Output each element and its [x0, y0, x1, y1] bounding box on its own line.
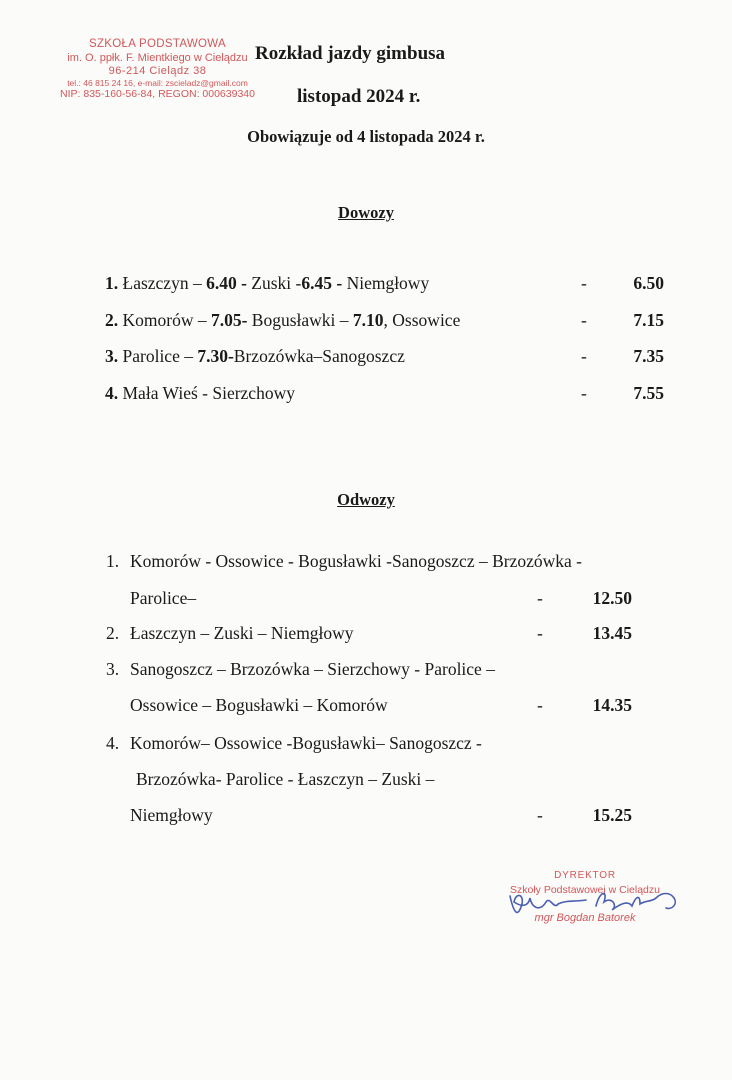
row-dash: -: [537, 623, 543, 643]
dowozy-row: [105, 383, 295, 404]
director-school: Szkoły Podstawowej w Cielądzu: [510, 883, 660, 896]
arrival-time: 7.15: [633, 310, 664, 330]
school-stamp: [50, 38, 265, 100]
odwozy-number: 2.: [106, 623, 120, 643]
departure-time: 13.45: [592, 623, 632, 643]
stamp-line-3: 96-214 Cielądz 38: [108, 64, 207, 77]
odwozy-number: 3.: [106, 659, 120, 679]
route-segment: Bogusławki –: [247, 310, 353, 330]
route-segment: 7.05-: [210, 310, 248, 330]
document-title: Rozkład jazdy gimbusa: [255, 43, 446, 64]
route-segment: Mała Wieś - Sierzchowy: [122, 383, 295, 403]
row-dash: -: [537, 805, 543, 825]
departure-time: 15.25: [592, 805, 632, 825]
row-number: 3.: [105, 346, 119, 366]
odwozy-route-line: Łaszczyn – Zuski – Niemgłowy: [130, 623, 354, 643]
row-dash: -: [581, 346, 587, 366]
stamp-line-5: NIP: 835-160-56-84, REGON: 000639340: [60, 87, 255, 100]
arrival-time: 6.50: [633, 273, 664, 293]
odwozy-route-line: Brzozówka- Parolice - Łaszczyn – Zuski –: [136, 769, 435, 789]
row-dash: -: [537, 695, 543, 715]
dowozy-row: [105, 310, 460, 331]
route-text: [123, 346, 405, 366]
row-dash: -: [581, 310, 587, 330]
route-segment: Niemgłowy: [342, 273, 430, 293]
departure-time: 14.35: [592, 695, 632, 715]
route-segment: Brzozówka–Sanogoszcz: [233, 346, 405, 366]
odwozy-number: 1.: [106, 551, 120, 571]
arrival-time: 7.55: [633, 383, 664, 403]
route-segment: Zuski -: [246, 273, 302, 293]
stamp-line-4: tel.: 46 815 24 16, e-mail: zscieladz@gmail.com: [67, 77, 248, 88]
row-dash: -: [537, 588, 543, 608]
document-month: listopad 2024 r.: [297, 86, 421, 107]
route-text: [123, 310, 461, 330]
route-segment: 6.40 -: [206, 273, 247, 293]
route-segment: 7.10: [352, 310, 384, 330]
stamp-line-2: im. O. ppłk. F. Mientkiego w Cielądzu: [67, 51, 248, 64]
route-segment: 6.45 -: [301, 273, 343, 293]
row-number: 4.: [105, 383, 119, 403]
row-number: 2.: [105, 310, 119, 330]
valid-from: Obowiązuje od 4 listopada 2024 r.: [247, 127, 485, 146]
row-dash: -: [581, 383, 587, 403]
odwozy-heading: Odwozy: [337, 490, 395, 509]
row-dash: -: [581, 273, 587, 293]
dowozy-row: [105, 346, 405, 367]
route-segment: Komorów –: [122, 310, 211, 330]
director-title: DYREKTOR: [554, 870, 616, 881]
stamp-line-1: SZKOŁA PODSTAWOWA: [89, 38, 226, 50]
odwozy-number: 4.: [106, 733, 120, 753]
odwozy-route-line: Komorów– Ossowice -Bogusławki– Sanogoszcz -: [130, 733, 482, 753]
odwozy-route-line: Komorów - Ossowice - Bogusławki -Sanogoszcz – Brzozówka -: [130, 551, 582, 571]
route-text: [123, 383, 295, 403]
odwozy-route-line: Ossowice – Bogusławki – Komorów: [130, 695, 388, 715]
dowozy-heading: Dowozy: [338, 203, 394, 222]
route-segment: 7.30-: [197, 346, 234, 366]
route-segment: Łaszczyn –: [122, 273, 207, 293]
route-segment: , Ossowice: [383, 310, 461, 330]
route-text: [123, 273, 430, 293]
odwozy-route-line: Sanogoszcz – Brzozówka – Sierzchowy - Parolice –: [130, 659, 495, 679]
row-number: 1.: [105, 273, 119, 293]
odwozy-route-line: Parolice–: [130, 588, 197, 608]
departure-time: 12.50: [592, 588, 632, 608]
signature-icon: [500, 884, 700, 924]
odwozy-route-line: Niemgłowy: [130, 805, 213, 825]
route-segment: Parolice –: [122, 346, 198, 366]
arrival-time: 7.35: [633, 346, 664, 366]
director-name: mgr Bogdan Batorek: [534, 911, 636, 924]
dowozy-row: [105, 273, 429, 294]
